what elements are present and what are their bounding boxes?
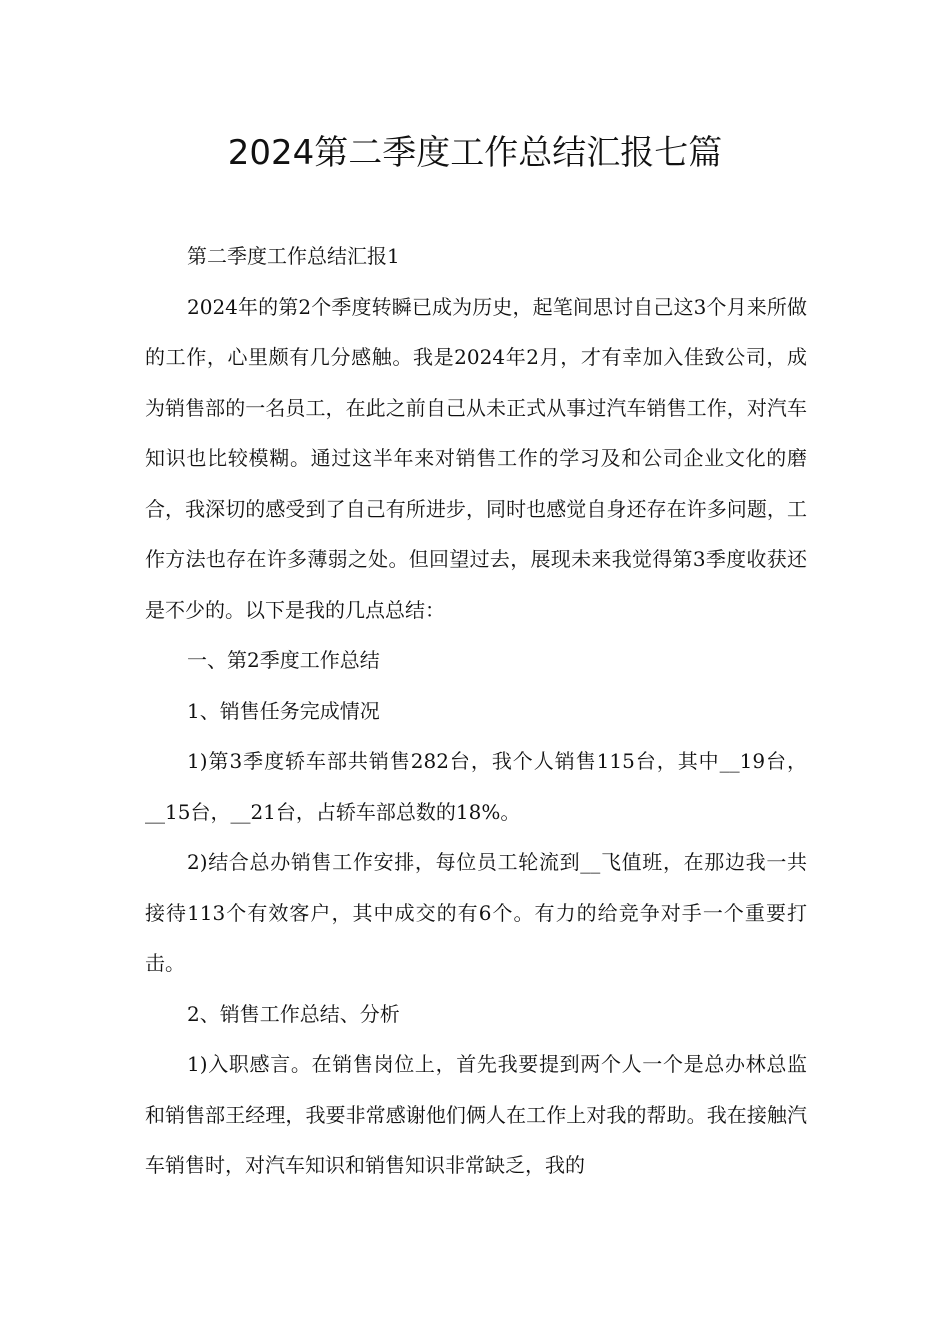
paragraph-heading-sales-task: 1、销售任务完成情况 bbox=[187, 698, 380, 723]
paragraph-intro: 2024年的第2个季度转瞬已成为历史，起笔间思讨自己这3个月来所做的工作，心里颇有几分感触。我是2024年2月，才有幸加入佳致公司，成为销售部的一名员工，在此之前自己从未正式从事过汽车销售工作，对汽车知识也比较模糊。通过这半年来对销售工作的学习及和公司企业文化的磨合，我深切的感受到了自己有所进步，同时也感觉自身还存在许多问题，工作方法也存在许多薄弱之处。但回望过去，展现未来我觉得第3季度收获还是不少的。以下是我的几点总结： bbox=[145, 294, 807, 622]
paragraph-duty-customers: 2)结合总办销售工作安排，每位员工轮流到__飞值班，在那边我一共接待113个有效客户，其中成交的有6个。有力的给竞争对手一个重要打击。 bbox=[145, 850, 807, 975]
paragraph-onboarding: 1)入职感言。在销售岗位上，首先我要提到两个人一个是总办林总监和销售部王经理，我要非常感谢他们俩人在工作上对我的帮助。我在接触汽车销售时，对汽车知识和销售知识非常缺乏，我的 bbox=[145, 1052, 807, 1177]
paragraph-sales-figures: 1)第3季度轿车部共销售282台，我个人销售115台，其中__19台，__15台，__21台，占轿车部总数的18%。 bbox=[145, 749, 807, 824]
document-title: 2024第二季度工作总结汇报七篇 bbox=[227, 133, 723, 173]
paragraph-heading-sales-analysis: 2、销售工作总结、分析 bbox=[187, 1001, 400, 1026]
document-body bbox=[145, 231, 807, 1191]
paragraph-heading-q2-summary: 一、第2季度工作总结 bbox=[187, 648, 380, 672]
paragraph-section-heading: 第二季度工作总结汇报1 bbox=[187, 244, 400, 268]
